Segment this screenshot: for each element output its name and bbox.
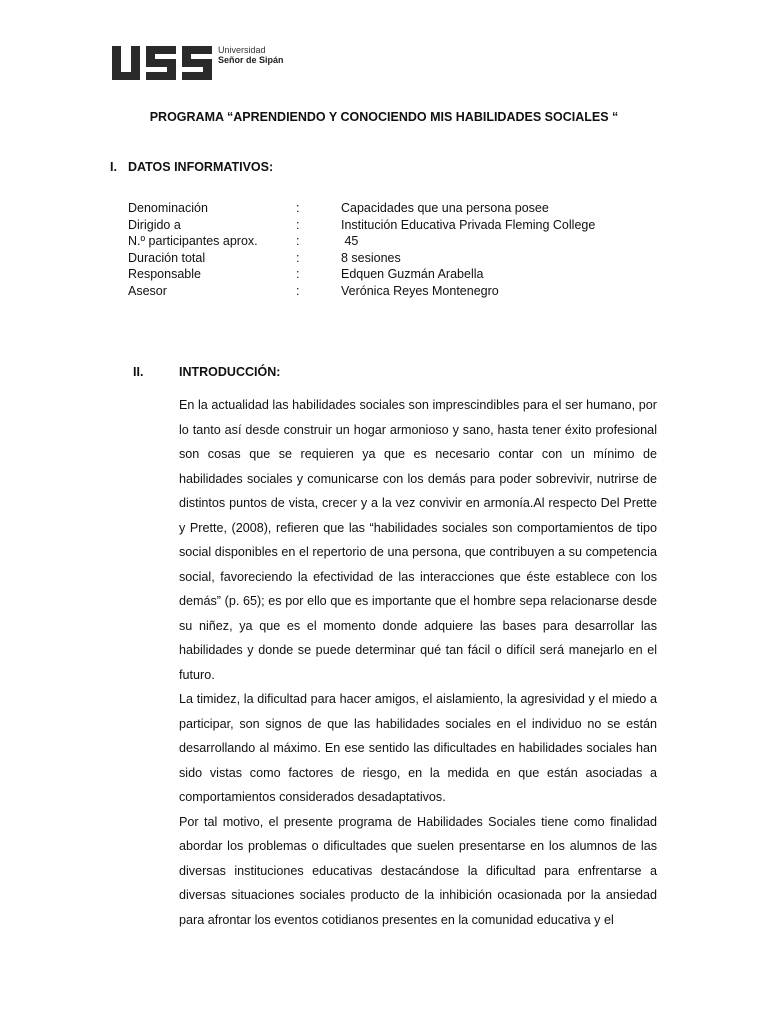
section-2-number: II. — [133, 365, 144, 379]
info-row — [128, 200, 688, 217]
info-label: Dirigido a — [128, 217, 181, 232]
info-value: Capacidades que una persona posee — [341, 201, 549, 215]
paragraph: La timidez, la dificultad para hacer amigos, el aislamiento, la agresividad y el miedo a participar, son signos de que las habilidades sociales en el individuo no se están desarrollando al máximo. En ese sentido las dificultades en habilidades sociales han sido vistas como factores de riesgo, en la medida en que están asociadas a comportamientos considerados desadaptativos. — [179, 692, 657, 804]
info-row — [128, 283, 688, 300]
info-label: Asesor — [128, 283, 167, 298]
logo-line-2: Señor de Sipán — [218, 55, 284, 65]
info-label: N.º participantes aprox. — [128, 234, 258, 248]
info-label: Denominación — [128, 201, 208, 215]
logo-wordmark — [218, 45, 284, 65]
section-1-heading: DATOS INFORMATIVOS: — [128, 160, 274, 174]
program-title: PROGRAMA “APRENDIENDO Y CONOCIENDO MIS HABILIDADES SOCIALES “ — [149, 110, 619, 124]
info-value: Institución Educativa Privada Fleming College — [341, 217, 596, 232]
paragraph: Por tal motivo, el presente programa de Habilidades Sociales tiene como finalidad abordar los problemas o dificultades que suelen presentarse en los alumnos de las diversas instituciones educativas destacándose la dificultad para enfrentarse a diversas situaciones sociales producto de la inhibición ocasionada por la ansiedad para afrontar los eventos cotidianos presentes en la comunidad educativa y el — [179, 814, 657, 927]
info-separator: : — [296, 267, 300, 281]
info-value: Verónica Reyes Montenegro — [341, 283, 499, 298]
info-separator: : — [296, 250, 300, 265]
info-table — [128, 200, 688, 299]
info-separator: : — [296, 283, 300, 298]
paragraph: En la actualidad las habilidades sociales son imprescindibles para el ser humano, por lo tanto así desde construir un hogar armonioso y sano, hasta tener éxito profesional son cosas que se requieren ya que es necesario contar con un mínimo de habilidades sociales y comunicarse con los demás para poder sobrevivir, nutrirse de distintos puntos de vista, crecer y a la vez convivir en armonía.Al respecto Del Prette y Prette, (2008), refieren que las “habilidades sociales son comportamientos de tipo social disponibles en el repertorio de una persona, que contribuyen a su competencia social, favoreciendo la efectividad de las interacciones que éste establece con los demás” (p. 65); es por ello que es importante que el hombre sepa relacionarse desde su niñez, ya que es el momento donde adquiere las bases para desarrollar las habilidades y donde se puede determinar qué tan fácil o difícil será manejarlo en el futuro. — [179, 398, 657, 682]
info-separator: : — [296, 217, 300, 232]
info-row — [128, 250, 688, 267]
university-logo — [110, 44, 284, 82]
section-1-number: I. — [110, 160, 117, 174]
logo-line-1: Universidad — [218, 45, 266, 55]
info-row — [128, 217, 688, 234]
info-value: Edquen Guzmán Arabella — [341, 267, 484, 281]
info-row — [128, 233, 688, 250]
info-value: 8 sesiones — [341, 250, 401, 265]
info-separator: : — [296, 234, 300, 248]
section-2-heading: INTRODUCCIÓN: — [179, 365, 281, 379]
uss-logo-icon — [110, 44, 214, 82]
introduction-body — [179, 393, 657, 932]
info-label: Responsable — [128, 267, 201, 281]
info-value: 45 — [341, 234, 359, 248]
info-label: Duración total — [128, 250, 206, 265]
info-row — [128, 266, 688, 283]
info-separator: : — [296, 201, 300, 215]
